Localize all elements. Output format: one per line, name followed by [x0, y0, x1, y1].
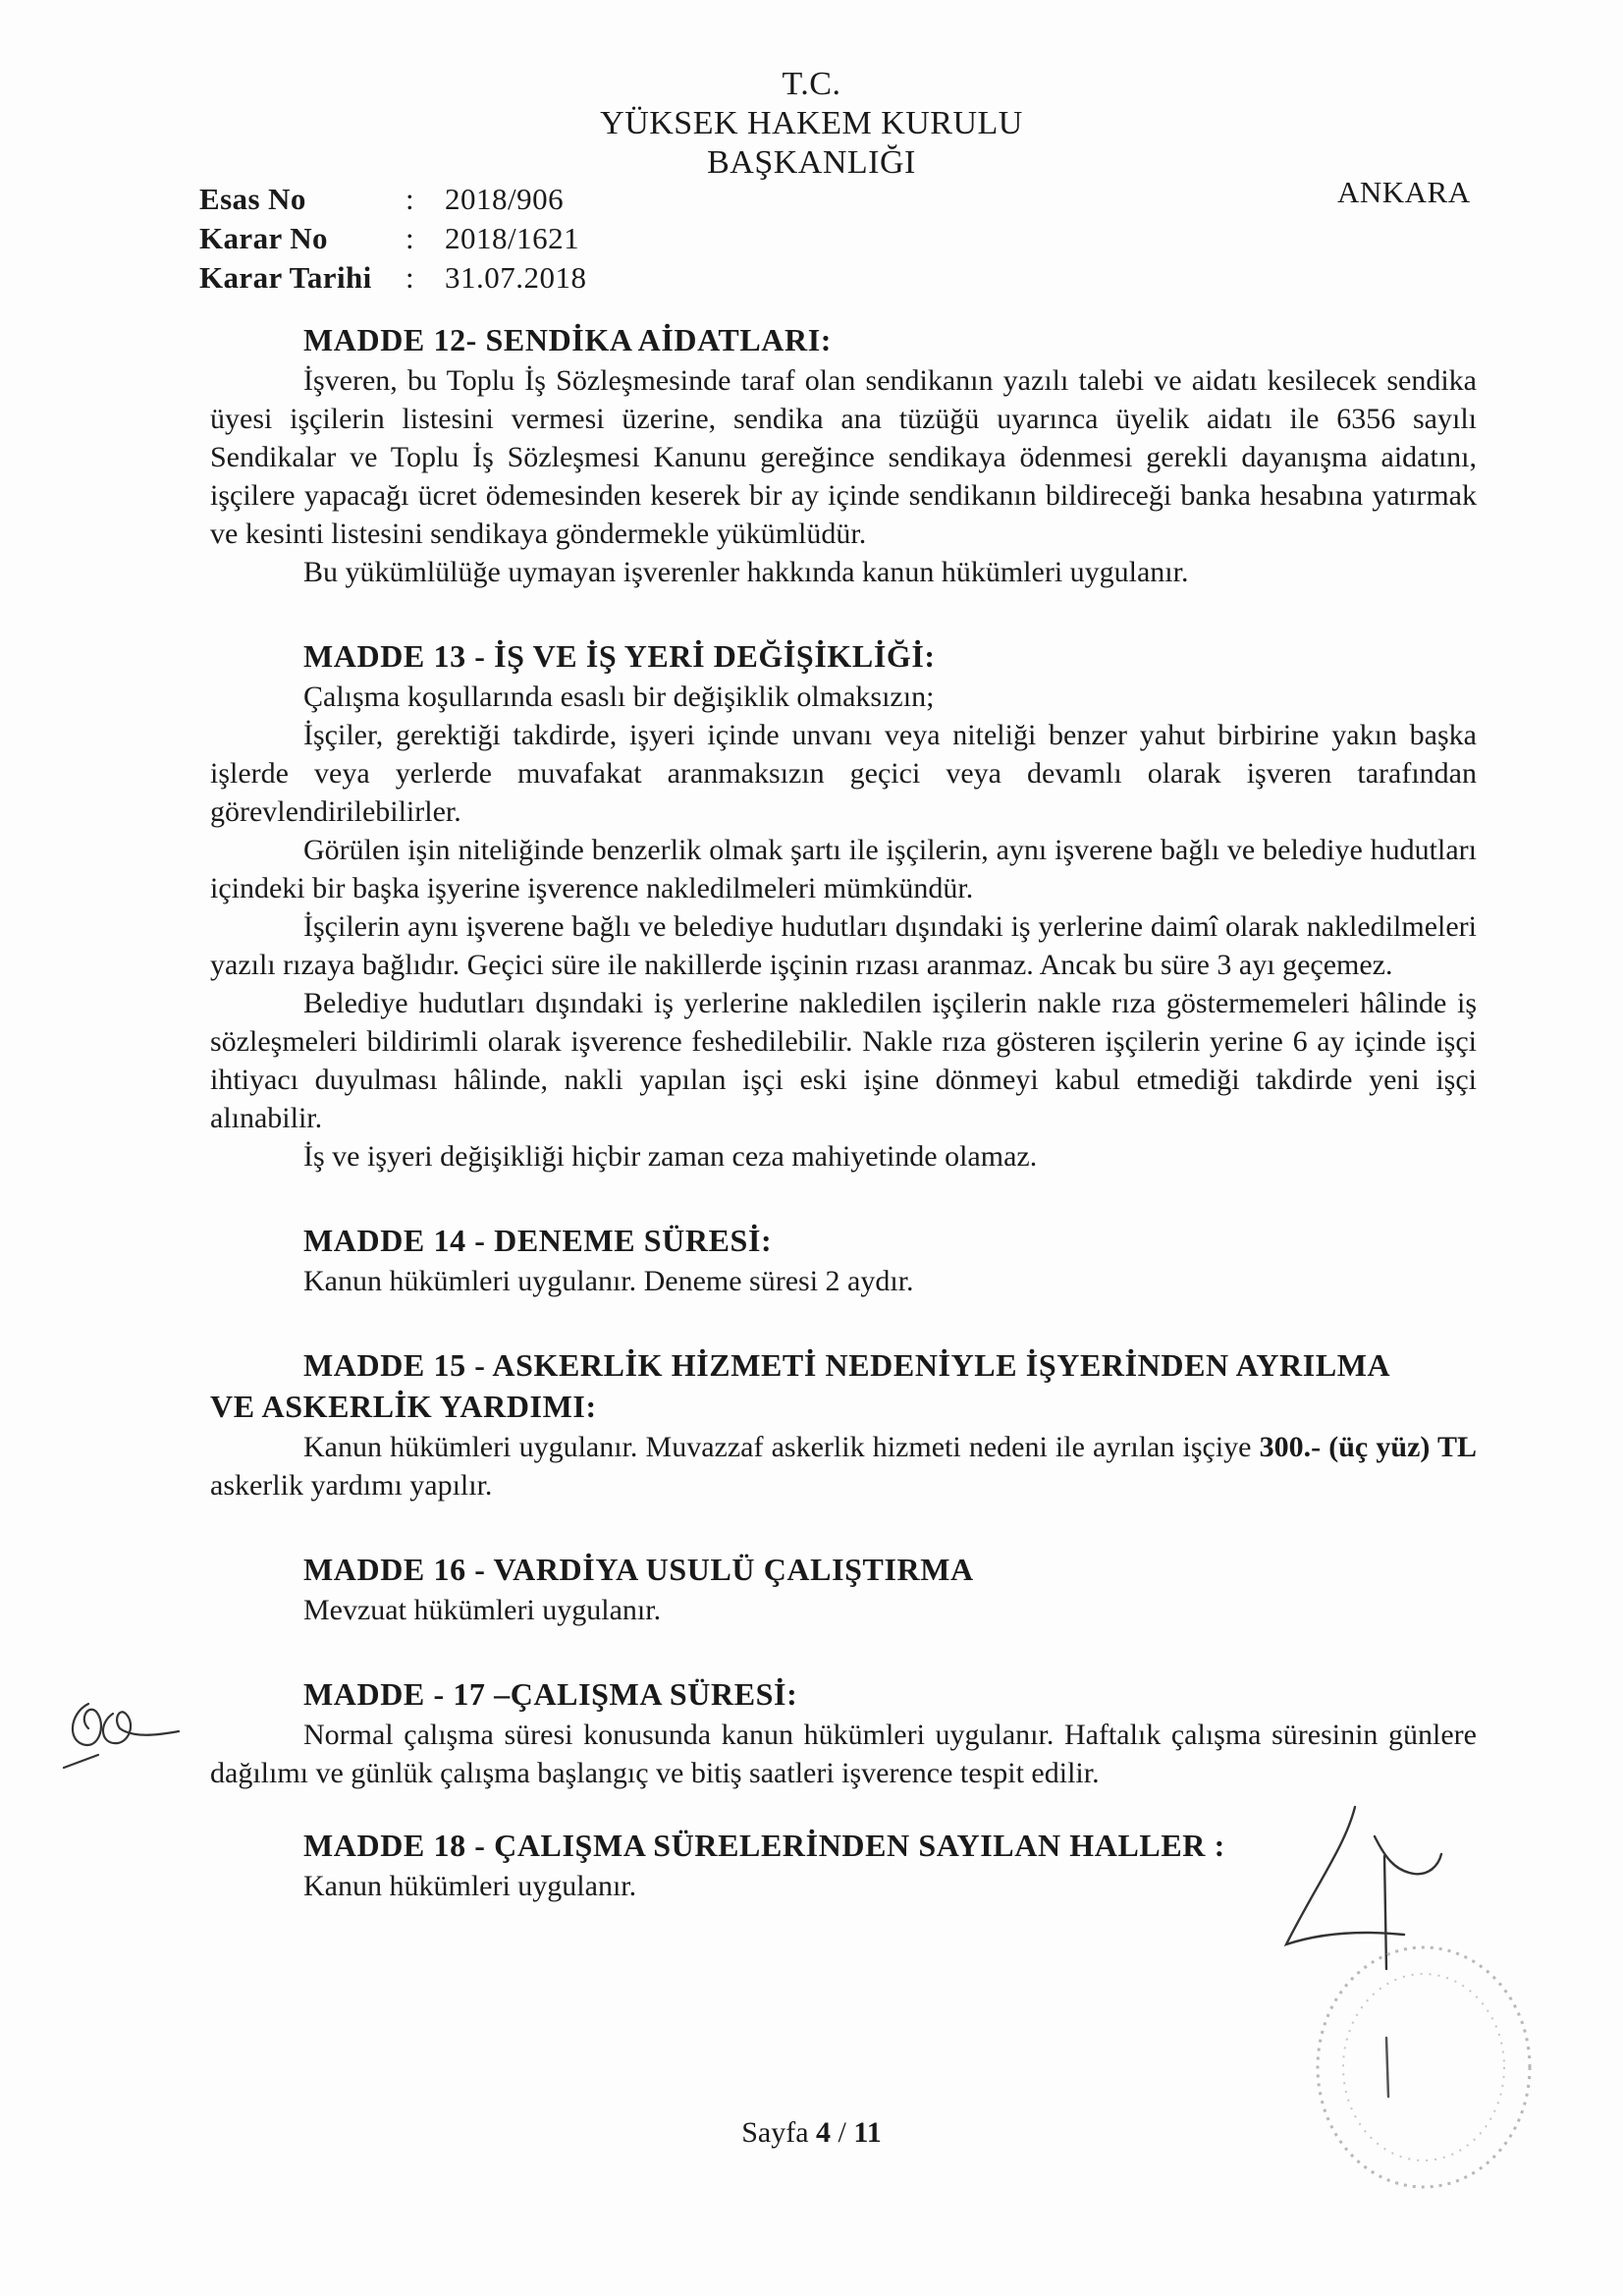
- faint-stamp-mark: [1296, 1925, 1551, 2210]
- header-city: ANKARA: [1337, 175, 1471, 209]
- section-title-madde-15: [303, 1345, 1477, 1385]
- meta-row-karar: [199, 219, 587, 258]
- paragraph: İşçiler, gerektiği takdirde, işyeri içinde unvanı veya niteliği benzer yahut birbirine yakın başka işlerde veya yerlerde muvafakat aranmaksızın geçici veya devamlı olarak işveren tarafından görevlendirilebilirler.: [210, 719, 1477, 828]
- paragraph: Bu yükümlülüğe uymayan işverenler hakkında kanun hükümleri uygulanır.: [303, 556, 1189, 588]
- paragraph: Kanun hükümleri uygulanır. Deneme süresi 2 aydır.: [303, 1265, 914, 1297]
- page-footer: [0, 2116, 1623, 2150]
- case-meta: [199, 180, 587, 298]
- meta-row-esas: [199, 180, 587, 219]
- paragraph: Normal çalışma süresi konusunda kanun hükümleri uygulanır. Haftalık çalışma süresinin günlere dağılımı ve günlük çalışma başlangıç ve bitiş saatleri işverence tespit edilir.: [210, 1719, 1477, 1789]
- amount-text: 300.- (üç yüz) TL: [1259, 1431, 1477, 1463]
- page-total: 11: [853, 2116, 882, 2149]
- meta-value: 2018/1621: [445, 221, 580, 255]
- paragraph: İş ve işyeri değişikliği hiçbir zaman ceza mahiyetinde olamaz.: [303, 1140, 1038, 1173]
- handwritten-initial-mark: [59, 1684, 187, 1773]
- meta-value: 31.07.2018: [445, 260, 587, 295]
- meta-label: Karar Tarihi: [199, 260, 372, 295]
- paragraph: İşçilerin aynı işverene bağlı ve belediye hudutları dışındaki iş yerlerine daimî olarak nakledilmeleri yazılı rızaya bağlıdır. Geçici süre ile nakillerde işçinin rızası aranmaz. Ancak bu süre 3 ayı geçemez.: [210, 910, 1477, 981]
- section-title-line: MADDE 15 - ASKERLİK HİZMETİ NEDENİYLE İŞYERİNDEN AYRILMA: [303, 1347, 1391, 1383]
- section-title-madde-12: MADDE 12- SENDİKA AİDATLARI:: [303, 322, 833, 357]
- paragraph: Kanun hükümleri uygulanır.: [303, 1870, 637, 1902]
- paragraph: Belediye hudutları dışındaki iş yerlerine nakledilen işçilerin nakle rıza göstermemeleri hâlinde iş sözleşmeleri bildirimli olarak işverence feshedilebilir. Nakle rıza gösteren işçilerin yerine 6 ay içinde işçi ihtiyacı duyulması hâlinde, nakli yapılan işçi eski işine dönmeyi kabul etmediği takdirde yeni işçi alınabilir.: [210, 987, 1477, 1134]
- paragraph: Görülen işin niteliğinde benzerlik olmak şartı ile işçilerin, aynı işverene bağlı ve belediye hudutları içindeki bir başka işyerine işverence nakledilmeleri mümkündür.: [210, 834, 1477, 904]
- paragraph: Çalışma koşullarında esaslı bir değişiklik olmaksızın;: [303, 681, 935, 713]
- section-title-madde-16: MADDE 16 - VARDİYA USULÜ ÇALIŞTIRMA: [303, 1552, 974, 1587]
- section-title-madde-17: MADDE - 17 –ÇALIŞMA SÜRESİ:: [303, 1676, 798, 1712]
- section-title-madde-14: MADDE 14 - DENEME SÜRESİ:: [303, 1223, 773, 1258]
- section-title-madde-13: MADDE 13 - İŞ VE İŞ YERİ DEĞİŞİKLİĞİ:: [303, 638, 936, 674]
- header-institution: YÜKSEK HAKEM KURULU: [600, 105, 1023, 141]
- meta-label: Karar No: [199, 221, 328, 255]
- page-current: 4: [816, 2116, 832, 2149]
- meta-separator: :: [406, 182, 414, 216]
- meta-label: Esas No: [199, 182, 306, 216]
- header-tc: T.C.: [782, 66, 841, 102]
- paragraph: [210, 1428, 1477, 1504]
- section-title-madde-18: MADDE 18 - ÇALIŞMA SÜRELERİNDEN SAYILAN HALLER :: [303, 1828, 1225, 1863]
- header-office: BAŞKANLIĞI: [707, 144, 916, 181]
- meta-separator: :: [406, 260, 414, 295]
- text-run: askerlik yardımı yapılır.: [210, 1469, 493, 1502]
- paragraph: Mevzuat hükümleri uygulanır.: [303, 1594, 662, 1626]
- meta-value: 2018/906: [445, 182, 565, 216]
- page-separator: /: [838, 2116, 846, 2149]
- paragraph: İşveren, bu Toplu İş Sözleşmesinde taraf olan sendikanın yazılı talebi ve aidatı kesilecek sendika üyesi işçilerin listesini vermesi üzerine, sendika ana tüzüğü uyarınca üyelik aidatı ile 6356 sayılı Sendikalar ve Toplu İş Sözleşmesi Kanunu gereğince sendikaya ödenmesi gerekli dayanışma aidatını, işçilere yapacağı ücret ödemesinden keserek bir ay içinde sendikanın bildireceği banka hesabına yatırmak ve kesinti listesini sendikaya göndermekle yükümlüdür.: [210, 364, 1477, 550]
- page-label: Sayfa: [741, 2116, 809, 2149]
- text-run: Kanun hükümleri uygulanır. Muvazzaf askerlik hizmeti nedeni ile ayrılan işçiye: [303, 1431, 1260, 1463]
- section-title-madde-15-cont: VE ASKERLİK YARDIMI:: [210, 1389, 597, 1424]
- meta-separator: :: [406, 221, 414, 255]
- document-body: [210, 320, 1477, 1905]
- meta-row-tarih: [199, 258, 587, 298]
